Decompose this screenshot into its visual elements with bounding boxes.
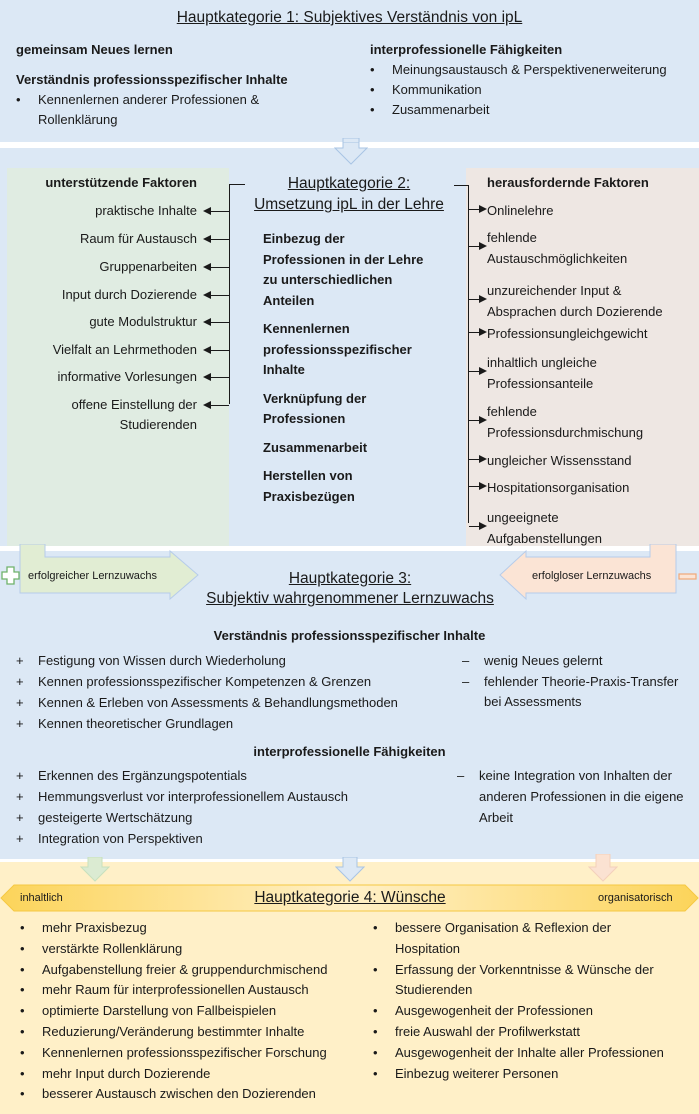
item-text: Aufgabenstellung freier & gruppendurchmischend (42, 961, 328, 977)
arrow-left-icon (203, 235, 211, 243)
support-item: gute Modulstruktur (89, 314, 197, 329)
bullet: • (20, 1044, 25, 1060)
item-text: freie Auswahl der Profilwerkstatt (395, 1024, 580, 1039)
arrow-left-icon (203, 346, 211, 354)
item-text: Erfassung der Vorkenntnisse & Wünsche der (395, 961, 654, 977)
item-text: Zusammenarbeit (392, 102, 490, 117)
cat3-title-line2: Subjektiv wahrgenommener Lernzuwachs (206, 590, 494, 607)
cat3-minus-item-cont: Arbeit (479, 810, 513, 825)
cat3-plus-item (16, 787, 348, 807)
center-line: Anteilen (263, 292, 315, 308)
cat3-group1-title: Verständnis professionsspezifischer Inhalte (213, 628, 486, 643)
center-line: Zusammenarbeit (263, 439, 368, 455)
bullet: • (20, 1065, 25, 1081)
down-arrow-blue-icon (335, 857, 365, 883)
wish-item (20, 1022, 304, 1042)
arrow-left-icon (203, 207, 211, 215)
plus-bullet: + (16, 674, 24, 689)
arrow-left-icon (203, 318, 211, 326)
arrow-right-icon (479, 328, 487, 336)
cat1-left-item (16, 90, 259, 110)
cat3-minus-item (457, 766, 672, 786)
cat3-plus-item (16, 766, 247, 786)
plus-bullet: + (16, 653, 24, 668)
support-item: Input durch Dozierende (61, 287, 197, 302)
challenge-item: unzureichender Input & (487, 283, 622, 298)
connector-line (210, 295, 229, 296)
bullet: • (20, 1086, 25, 1102)
item-text: Kennenlernen anderer Professionen & (38, 92, 260, 107)
connector-line (210, 267, 229, 268)
cat3-plus-item (16, 672, 371, 692)
item-text: fehlender Theorie-Praxis-Transfer (484, 674, 679, 689)
item-text: Hemmungsverlust vor interprofessionellem Austausch (38, 789, 348, 804)
wish-item (373, 918, 611, 938)
cat3-group2-title: interprofessionelle Fähigkeiten (253, 744, 446, 759)
item-text: besserer Austausch zwischen den Dozierenden (42, 1086, 316, 1102)
bullet: • (373, 1024, 378, 1039)
center-line: Praxisbezügen (263, 488, 355, 504)
wish-item (373, 1043, 664, 1063)
plus-bullet: + (16, 831, 24, 846)
center-line: zu unterschiedlichen (263, 272, 393, 287)
plus-bullet: + (16, 695, 24, 710)
success-label: erfolgreicher Lernzuwachs (28, 570, 158, 582)
support-item: Raum für Austausch (79, 231, 197, 246)
cat2-center-list (263, 229, 423, 507)
minus-bullet: – (462, 653, 470, 668)
cat3-minus-item-cont: anderen Professionen in die eigene (479, 789, 684, 804)
bullet: • (20, 982, 25, 998)
item-text: mehr Input durch Dozierende (42, 1065, 211, 1081)
wish-item (20, 939, 182, 959)
item-text: verstärkte Rollenklärung (42, 940, 183, 956)
wish-item (373, 1001, 593, 1021)
cat1-right-item (370, 100, 490, 120)
cat1-left-item-cont: Rollenklärung (38, 112, 118, 127)
cat3-plus-item (16, 651, 286, 671)
bullet: • (20, 1003, 25, 1019)
item-text: Kennenlernen professionsspezifischer Forschung (42, 1044, 327, 1060)
cat2-title-line1: Hauptkategorie 2: (287, 175, 411, 192)
fail-label: erfolgloser Lernzuwachs (532, 570, 652, 582)
wish-item (373, 1064, 558, 1084)
challenge-item: Professionsungleichgewicht (487, 326, 648, 341)
challenge-item: Professionsdurchmischung (487, 425, 644, 440)
plus-icon (1, 566, 21, 586)
cat3-plus-item (16, 829, 203, 849)
arrow-right-icon (479, 455, 487, 463)
center-item (263, 389, 423, 430)
bullet: • (373, 961, 378, 977)
bullet: • (20, 1024, 25, 1039)
challenge-item: Aufgabenstellungen (487, 531, 602, 546)
wish-item (373, 1022, 580, 1042)
cat3-plus-item (16, 808, 192, 828)
challenge-item: Absprachen durch Dozierende (487, 304, 663, 319)
down-arrow-green-icon (80, 857, 110, 883)
center-line: Herstellen von (263, 468, 353, 483)
item-text: Integration von Perspektiven (38, 831, 203, 846)
center-line: Einbezug der (263, 231, 345, 246)
plus-bullet: + (16, 789, 24, 804)
center-line: professionsspezifischer (263, 341, 412, 357)
arrow-left-icon (203, 373, 211, 381)
item-text: Kennen professionsspezifischer Kompetenzen & Grenzen (38, 674, 372, 689)
wish-item-cont: Studierenden (395, 982, 473, 998)
bullet: • (16, 92, 21, 107)
inhaltlich-label: inhaltlich (20, 892, 63, 904)
cat1-right-item (370, 60, 667, 80)
center-item (263, 438, 423, 459)
challenge-item: ungleicher Wissensstand (487, 453, 632, 468)
cat1-right-item (370, 80, 482, 100)
cat2-title-line2: Umsetzung ipL in der Lehre (254, 196, 444, 213)
cat1-left-heading-1: gemeinsam Neues lernen (16, 42, 173, 57)
bullet: • (373, 1065, 378, 1081)
organisatorisch-label: organisatorisch (598, 892, 673, 904)
wish-item (20, 1064, 210, 1084)
arrow-left-icon (203, 263, 211, 271)
bullet: • (20, 961, 25, 977)
item-text: wenig Neues gelernt (484, 653, 603, 668)
plus-bullet: + (16, 768, 24, 783)
center-line: Inhalte (263, 362, 305, 377)
arrow-right-icon (479, 205, 487, 213)
plus-bullet: + (16, 810, 24, 825)
cat1-title: Hauptkategorie 1: Subjektives Verständnis von ipL (176, 9, 523, 26)
cat3-plus-item (16, 714, 233, 734)
item-text: Kennen & Erleben von Assessments & Behandlungsmethoden (38, 695, 398, 710)
bullet: • (370, 82, 375, 97)
wish-item (20, 960, 327, 980)
cat3-title-line1: Hauptkategorie 3: (288, 570, 412, 587)
connector-line (210, 405, 229, 406)
connector-line (468, 185, 469, 523)
wish-item (20, 1001, 276, 1021)
connector-line (210, 350, 229, 351)
item-text: keine Integration von Inhalten der (479, 768, 672, 783)
connector-line (210, 211, 229, 212)
wish-item-cont: Hospitation (395, 940, 461, 956)
arrow-right-icon (479, 367, 487, 375)
connector-line (210, 377, 229, 378)
item-text: Erkennen des Ergänzungspotentials (38, 768, 247, 783)
support-item: Gruppenarbeiten (99, 259, 197, 274)
bullet: • (370, 102, 375, 117)
bullet: • (370, 62, 375, 77)
item-text: Meinungsaustausch & Perspektivenerweiterung (392, 62, 667, 77)
support-item: Vielfalt an Lehrmethoden (52, 342, 197, 357)
connector-line (210, 322, 229, 323)
minus-icon (678, 572, 698, 582)
item-text: mehr Praxisbezug (42, 920, 147, 935)
arrow-right-icon (479, 295, 487, 303)
challenge-item: Austauschmöglichkeiten (487, 251, 628, 266)
bullet: • (20, 940, 25, 956)
minus-bullet: – (462, 674, 470, 689)
cat3-minus-item-cont: bei Assessments (484, 694, 582, 709)
cat1-right-heading: interprofessionelle Fähigkeiten (370, 42, 563, 57)
challenge-item: inhaltlich ungleiche (487, 355, 597, 370)
item-text: Ausgewogenheit der Inhalte aller Professionen (395, 1044, 664, 1060)
center-item (263, 229, 423, 311)
support-item: offene Einstellung der (71, 397, 197, 412)
item-text: Kommunikation (392, 82, 482, 97)
cat3-plus-item (16, 693, 398, 713)
support-title: unterstützende Faktoren (45, 175, 197, 190)
arrow-left-icon (203, 401, 211, 409)
item-text: optimierte Darstellung von Fallbeispielen (42, 1003, 277, 1019)
bullet: • (20, 920, 25, 935)
support-item: praktische Inhalte (95, 203, 197, 218)
down-arrow-icon (334, 142, 368, 166)
challenge-item: Onlinelehre (487, 203, 554, 218)
center-line: Professionen (263, 411, 346, 426)
center-line: Professionen in der Lehre (263, 251, 424, 267)
bullet: • (373, 1003, 378, 1019)
item-text: Kennen theoretischer Grundlagen (38, 716, 234, 731)
center-item (263, 319, 423, 381)
challenge-item: Hospitationsorganisation (487, 480, 630, 495)
support-item: informative Vorlesungen (57, 369, 197, 384)
challenge-title: herausfordernde Faktoren (487, 175, 649, 190)
connector-line (229, 184, 245, 185)
bullet: • (373, 920, 378, 935)
cat1-left-heading-2: Verständnis professionsspezifischer Inhalte (16, 72, 288, 87)
cat3-minus-item (462, 672, 678, 692)
item-text: Reduzierung/Veränderung bestimmter Inhalte (42, 1024, 305, 1039)
challenge-item: Professionsanteile (487, 376, 594, 391)
cat4-title: Hauptkategorie 4: Wünsche (254, 889, 446, 906)
plus-bullet: + (16, 716, 24, 731)
wish-item (20, 980, 309, 1000)
item-text: Einbezug weiterer Personen (395, 1065, 559, 1081)
arrow-right-icon (479, 522, 487, 530)
connector-line (454, 185, 469, 186)
arrow-right-icon (479, 482, 487, 490)
arrow-right-icon (479, 242, 487, 250)
item-text: gesteigerte Wertschätzung (38, 810, 193, 825)
minus-bullet: – (457, 768, 465, 783)
center-line: Verknüpfung der (263, 390, 367, 406)
cat3-minus-item (462, 651, 603, 671)
down-arrow-orange-icon (588, 854, 618, 883)
item-text: bessere Organisation & Reflexion der (395, 920, 612, 935)
arrow-left-icon (203, 291, 211, 299)
challenge-item: fehlende (487, 230, 537, 245)
wish-item (20, 918, 147, 938)
wish-item (20, 1084, 316, 1104)
connector-line (229, 184, 230, 404)
center-line: Kennenlernen (263, 321, 350, 336)
arrow-right-icon (479, 416, 487, 424)
bullet: • (373, 1044, 378, 1060)
item-text: Ausgewogenheit der Professionen (395, 1003, 594, 1019)
wish-item (20, 1043, 327, 1063)
item-text: Festigung von Wissen durch Wiederholung (38, 653, 286, 668)
center-item (263, 466, 423, 507)
support-item: Studierenden (119, 417, 197, 432)
wish-item (373, 960, 654, 980)
challenge-item: fehlende (487, 404, 537, 419)
challenge-item: ungeeignete (487, 510, 559, 525)
connector-line (210, 239, 229, 240)
item-text: mehr Raum für interprofessionellen Austausch (42, 982, 309, 998)
